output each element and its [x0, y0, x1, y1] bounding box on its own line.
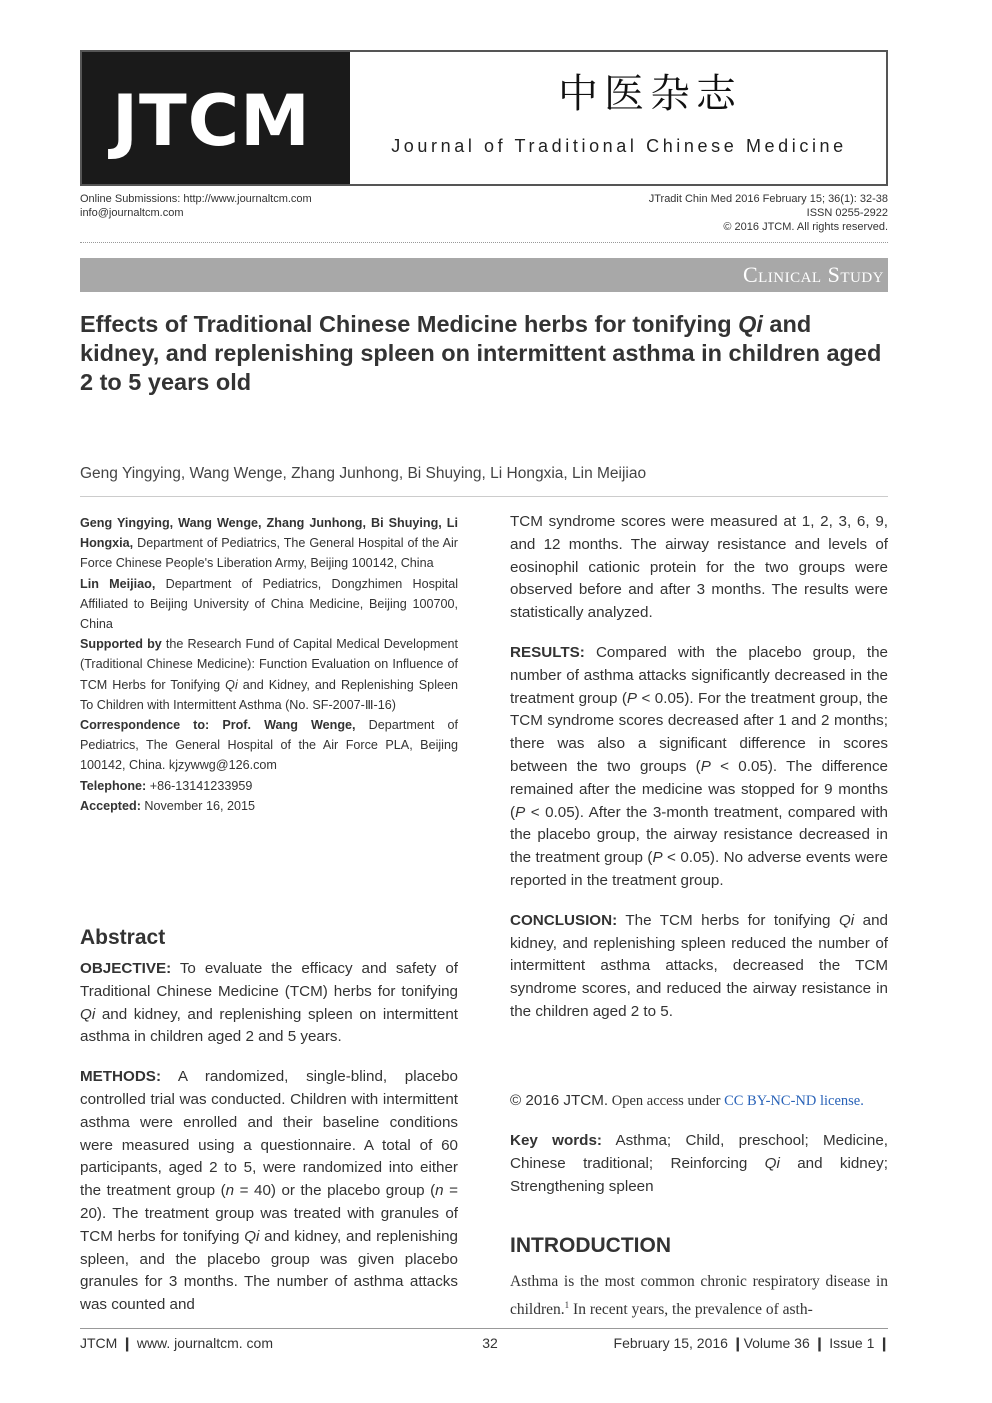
- correspondence: Correspondence to: Prof. Wang Wenge, Department of Pediatrics, The General Hospital of the Air Force PLA, Beijing 100142, China. kjzywwg@126.com: [80, 718, 458, 773]
- affiliation-2: Lin Meijiao, Department of Pediatrics, Dongzhimen Hospital Affiliated to Beijing University of China Medicine, Beijing 100700, China: [80, 576, 458, 632]
- footer-right: February 15, 2016 ❙Volume 36 ❙ Issue 1 ❙: [613, 1335, 890, 1351]
- article-title: Effects of Traditional Chinese Medicine herbs for tonifying Qi and kidney, and replenishing spleen on intermittent asthma in children aged 2 to 5 years old: [80, 311, 882, 395]
- journal-logo: [82, 52, 350, 184]
- introduction-text: Asthma is the most common chronic respiratory disease in children.$^1$ In recent years, the prevalence of asth-: [510, 1273, 888, 1318]
- rights-line: © 2016 JTCM. All rights reserved.: [723, 221, 888, 233]
- telephone: Telephone: +86-13141233959: [80, 778, 253, 793]
- submission-email: info@journaltcm.com: [80, 207, 184, 219]
- english-title: Journal of Traditional Chinese Medicine: [391, 136, 847, 156]
- author-divider: [80, 496, 888, 497]
- author-list: Geng Yingying, Wang Wenge, Zhang Junhong, Bi Shuying, Li Hongxia, Lin Meijiao: [80, 465, 647, 482]
- footer-left: JTCM ❙ www. journaltcm. com: [80, 1335, 273, 1351]
- funding-note: Supported by the Research Fund of Capital Medical Development (Traditional Chinese Medicine): Function Evaluation on Influence of TCM Herbs for Tonifying Qi and Kidney, and Replenishing Spleen To Children with Intermittent Asthma (No. SF-2007-Ⅲ-16): [80, 637, 458, 712]
- abstract-right: [510, 511, 888, 1041]
- footer-rule: [80, 1328, 888, 1329]
- submission-url: Online Submissions: http://www.journaltcm.com: [80, 193, 312, 205]
- introduction-heading: INTRODUCTION: [510, 1234, 671, 1257]
- conclusion-paragraph: CONCLUSION: The TCM herbs for tonifying Qi and kidney, and replenishing spleen reduced the number of intermittent asthma attacks, decreased the TCM syndrome scores, and reduced the airway resistance in the children aged 2 to 5.: [510, 911, 888, 1020]
- submission-info: [80, 192, 480, 220]
- results-paragraph: RESULTS: Compared with the placebo group, the number of asthma attacks significantly decreased in the treatment group (P < 0.05). For the treatment group, the TCM syndrome scores decreased after 1 and 2 months; there was also a significant difference in scores between the two groups (P < 0.05). The difference remained after the medicine was stopped for 9 months (P < 0.05). After the 3-month treatment, compared with the placebo group, the airway resistance decreased in the treatment group (P < 0.05). No adverse events were reported in the treatment group.: [510, 643, 889, 889]
- affiliations: [80, 513, 458, 816]
- methods-paragraph: METHODS: A randomized, single-blind, placebo controlled trial was conducted. Children with intermittent asthma were enrolled and their baseline conditions were measured using a questionnaire. A total of 60 participants, aged 2 to 5, were randomized into either the treatment group (n = 40) or the placebo group (n = 20). The treatment group was treated with granules of TCM herbs for tonifying Qi and kidney, and replenishing spleen, and the placebo group was given placebo granules for 3 months. The number of asthma attacks was counted and: [80, 1068, 459, 1314]
- abstract-heading: Abstract: [80, 926, 166, 949]
- page-number: 32: [482, 1335, 498, 1351]
- objective-paragraph: OBJECTIVE: To evaluate the efficacy and safety of Traditional Chinese Medicine (TCM) herbs for tonifying Qi and kidney, and replenishing spleen on intermittent asthma in children aged 2 and 5 years.: [80, 960, 458, 1046]
- methods-continued: TCM syndrome scores were measured at 1, 2, 3, 6, 9, and 12 months. The airway resistance and levels of eosinophil cationic protein for the two groups were observed before and after 3 months. The results were statistically analyzed.: [510, 513, 888, 622]
- citation-line: JTradit Chin Med 2016 February 15; 36(1): 32-38: [648, 193, 888, 205]
- issn-line: ISSN 0255-2922: [806, 207, 888, 219]
- section-label: Clinical Study: [742, 262, 884, 287]
- section-band: [80, 258, 888, 292]
- dotted-divider: [80, 242, 888, 243]
- license-link[interactable]: CC BY-NC-ND license.: [724, 1093, 864, 1109]
- citation-info: [488, 192, 888, 234]
- keywords: Key words: Asthma; Child, preschool; Medicine, Chinese traditional; Reinforcing Qi and kidney; Strengthening spleen: [510, 1132, 888, 1195]
- chinese-title: 中医杂志: [558, 71, 742, 117]
- accepted-date: Accepted: November 16, 2015: [80, 798, 256, 813]
- license-line: © 2016 JTCM. Open access under CC BY-NC-ND license.: [510, 1092, 864, 1109]
- abstract-left: [80, 958, 458, 1334]
- affiliation-1: Geng Yingying, Wang Wenge, Zhang Junhong, Bi Shuying, Li Hongxia, Department of Pediatrics, The General Hospital of the Air Force Chinese People's Liberation Army, Beijing 100142, China: [80, 516, 458, 571]
- logo-text: JTCM: [112, 80, 311, 162]
